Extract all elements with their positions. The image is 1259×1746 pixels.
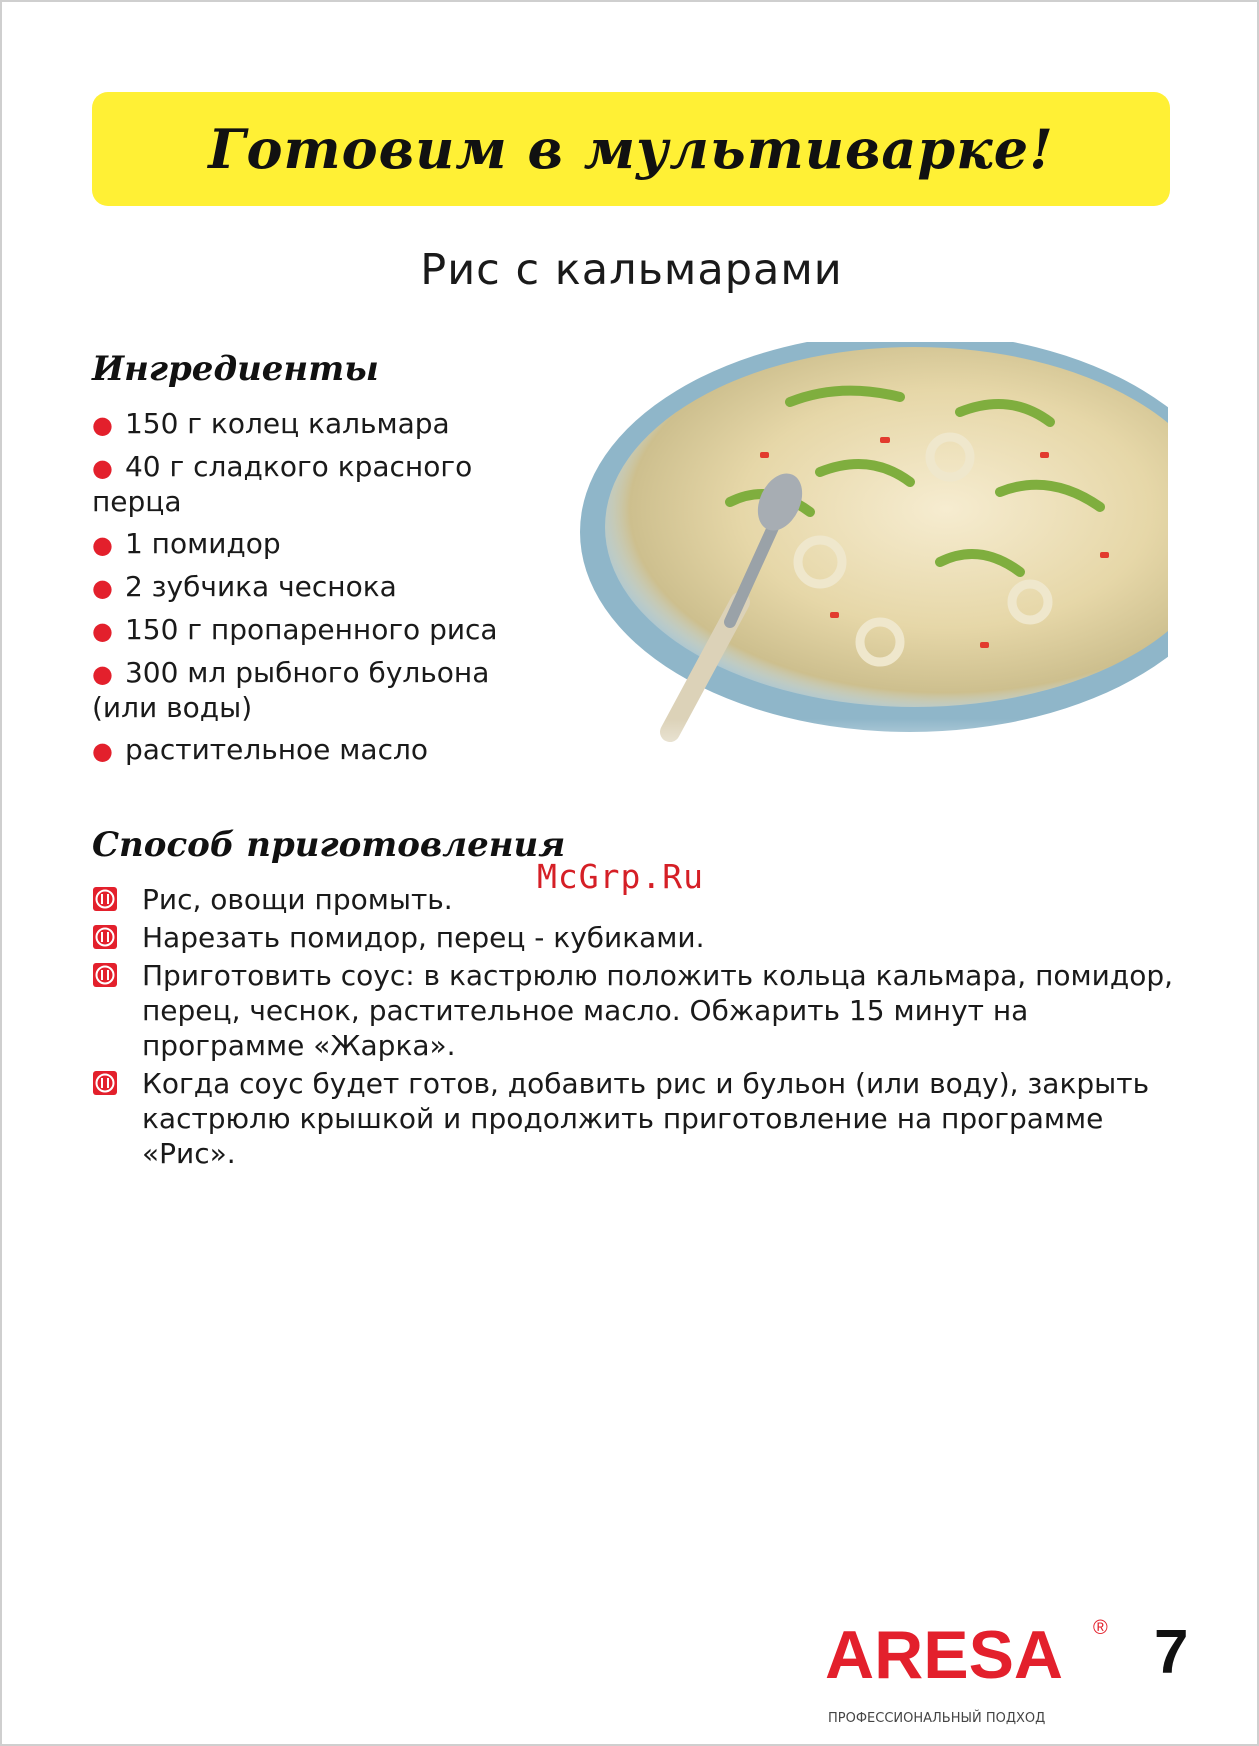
- bullet-icon: ●: [92, 531, 113, 559]
- fork-knife-icon: [92, 962, 118, 988]
- brand-name: ARESA: [825, 1617, 1064, 1693]
- list-item: Нарезать помидор, перец - кубиками.: [92, 920, 1182, 955]
- dish-photo: [580, 342, 1168, 785]
- page-number: 7: [1154, 1618, 1189, 1687]
- method-heading: Способ приготовления: [92, 825, 566, 865]
- brand-tagline: ПРОФЕССИОНАЛЬНЫЙ ПОДХОД: [828, 1711, 1046, 1726]
- ingredients-heading: Ингредиенты: [92, 349, 379, 389]
- rice-with-squid-photo-icon: [580, 342, 1168, 785]
- fork-knife-icon: [92, 924, 118, 950]
- watermark: McGrp.Ru: [537, 857, 704, 896]
- list-item: ● 300 мл рыбного бульона (или воды): [92, 656, 490, 724]
- bullet-icon: ●: [92, 454, 113, 482]
- ingredients-list: [92, 407, 532, 776]
- bullet-icon: ●: [92, 660, 113, 688]
- bullet-icon: ●: [92, 574, 113, 602]
- list-item: Приготовить соус: в кастрюлю положить кольца кальмара, помидор, перец, чеснок, растительное масло. Обжарить 15 минут на программе «Жарка».: [92, 958, 1182, 1063]
- bullet-icon: ●: [92, 617, 113, 645]
- bullet-icon: ●: [92, 737, 113, 765]
- list-item: ● 40 г сладкого красного перца: [92, 450, 473, 518]
- method-steps: [92, 882, 1182, 1174]
- banner-title: Готовим в мультиварке!: [208, 117, 1054, 181]
- list-item: ● 150 г пропаренного риса: [92, 613, 498, 646]
- aresa-logo: [825, 1612, 1117, 1732]
- fork-knife-icon: [92, 886, 118, 912]
- fork-knife-icon: [92, 1070, 118, 1096]
- list-item: Рис, овощи промыть.: [92, 882, 1182, 917]
- list-item: Когда соус будет готов, добавить рис и бульон (или воду), закрыть кастрюлю крышкой и продолжить приготовление на программе «Рис».: [92, 1066, 1182, 1171]
- list-item: ● растительное масло: [92, 733, 428, 766]
- list-item: ● 2 зубчика чеснока: [92, 570, 397, 603]
- list-item: ● 150 г колец кальмара: [92, 407, 450, 440]
- list-item: ● 1 помидор: [92, 527, 281, 560]
- recipe-title: Рис с кальмарами: [420, 245, 843, 295]
- registered-mark: ®: [1093, 1617, 1108, 1639]
- header-banner: [92, 92, 1170, 206]
- bullet-icon: ●: [92, 411, 113, 439]
